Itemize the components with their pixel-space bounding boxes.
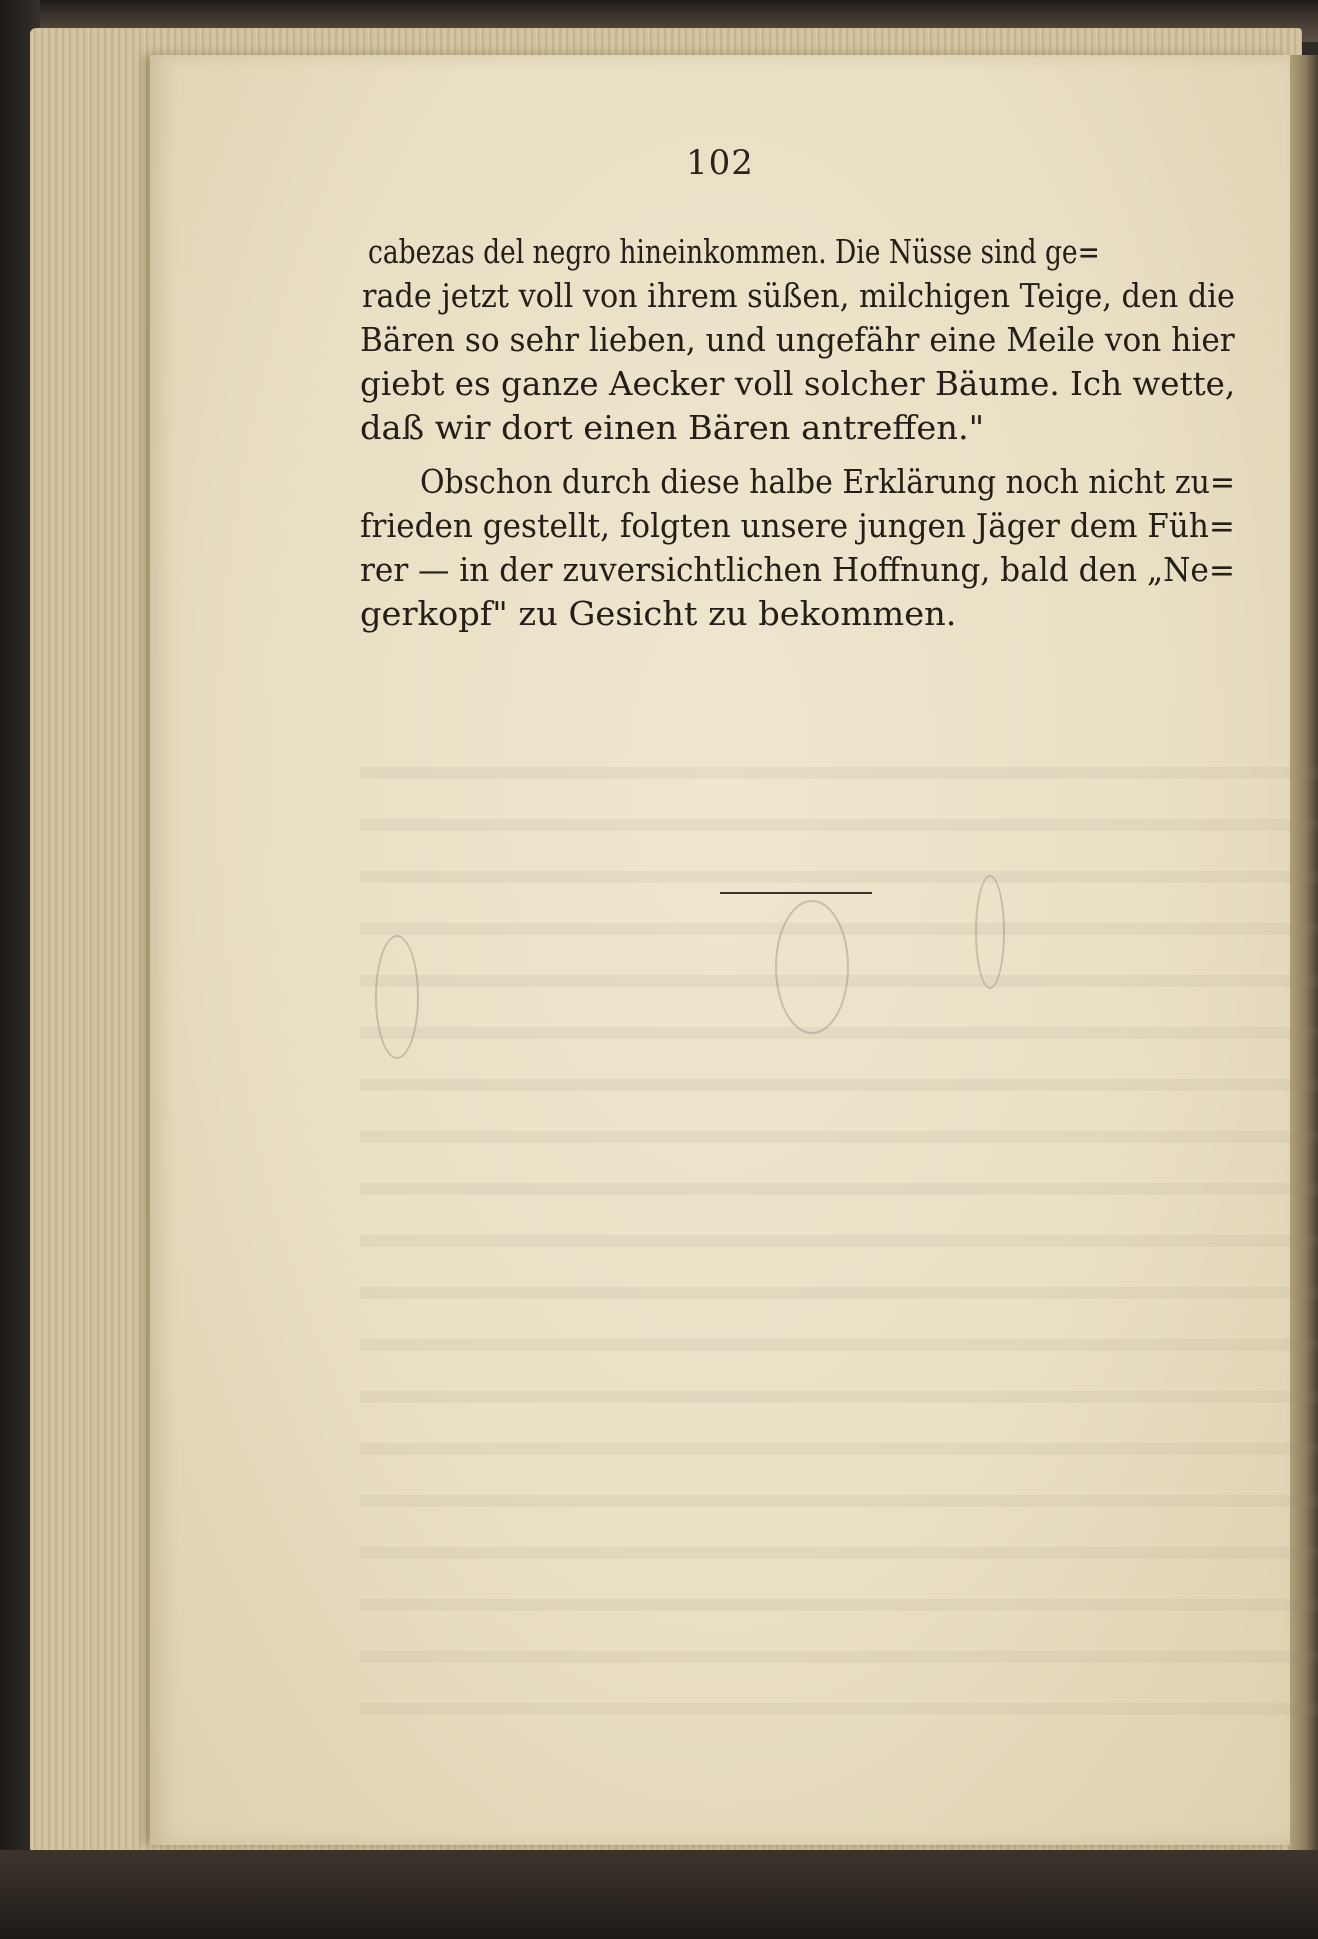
text-line: rade jetzt voll von ihrem süßen, milchigen Teige, den die xyxy=(362,276,1235,315)
stain-mark-right xyxy=(975,875,1005,989)
show-through-text xyxy=(360,745,1318,1745)
text-line: giebt es ganze Aecker voll solcher Bäume. Ich wette, xyxy=(360,364,1236,403)
text-line: gerkopf" zu Gesicht zu bekommen. xyxy=(360,594,957,633)
text-line: frieden gestellt, folgten unsere jungen Jäger dem Füh= xyxy=(360,506,1235,545)
text-line: daß wir dort einen Bären antreffen." xyxy=(360,408,985,447)
text-line: cabezas del negro hineinkommen. Die Nüsse sind ge= xyxy=(368,232,1100,271)
text-line: Obschon durch diese halbe Erklärung noch nicht zu= xyxy=(420,462,1235,501)
stain-mark-center xyxy=(775,900,849,1034)
section-divider xyxy=(720,892,872,894)
page-number: 102 xyxy=(686,143,754,183)
book-bottom-edge xyxy=(0,1850,1318,1939)
text-line: rer — in der zuversichtlichen Hoffnung, bald den „Ne= xyxy=(360,550,1236,589)
stain-mark-left xyxy=(375,935,419,1059)
text-line: Bären so sehr lieben, und ungefähr eine Meile von hier xyxy=(360,320,1235,359)
